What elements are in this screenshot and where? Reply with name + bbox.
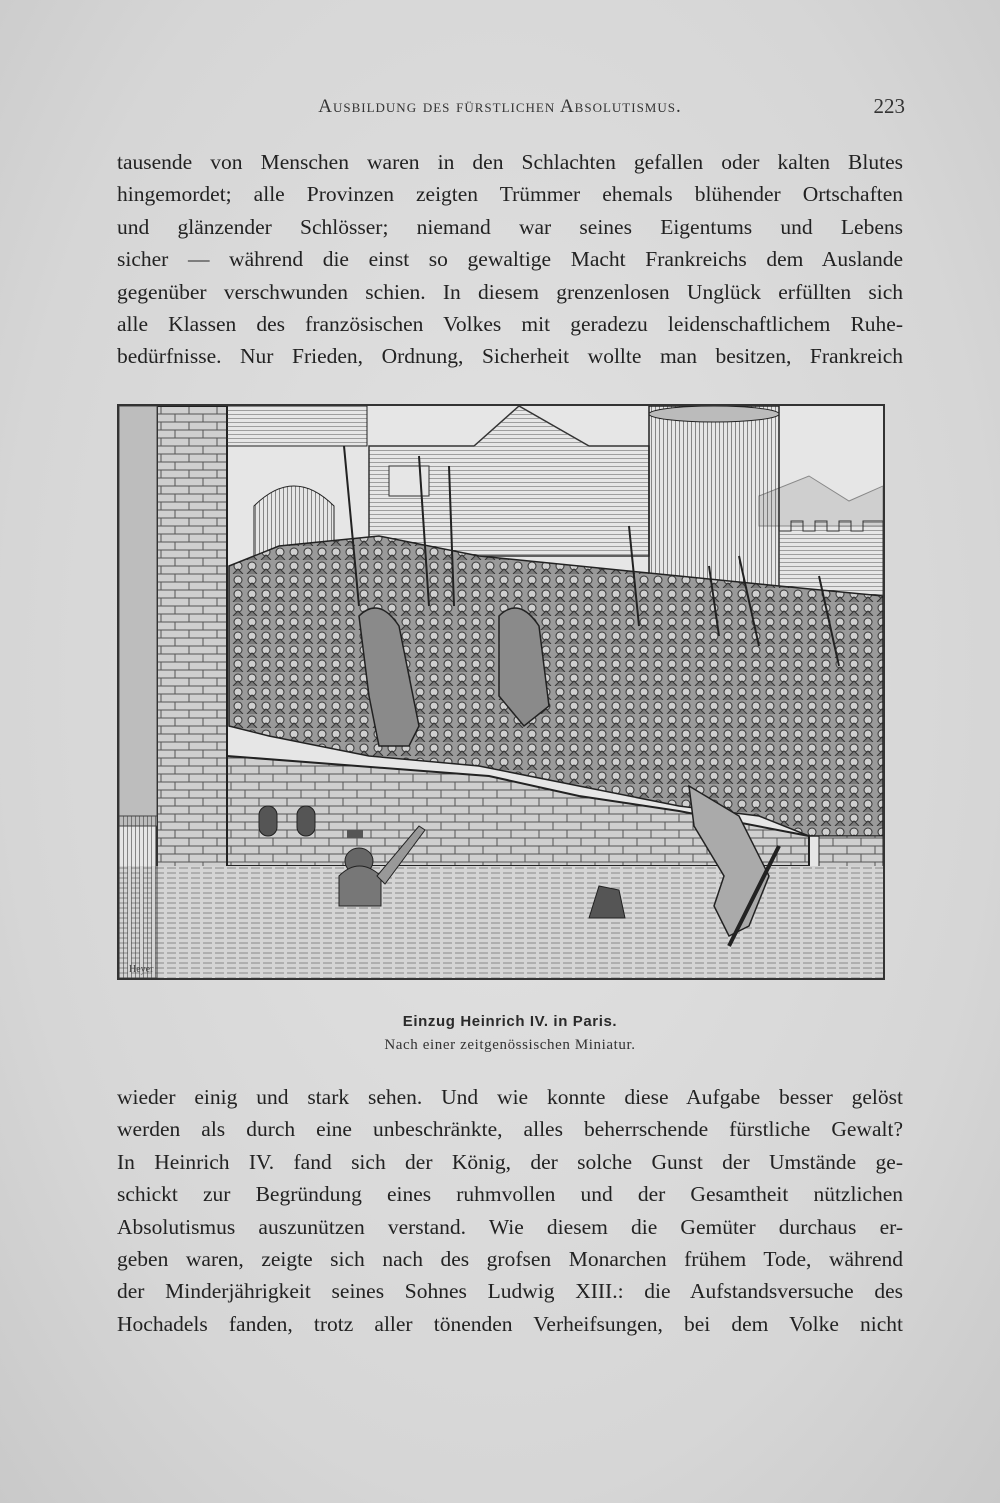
text-line: werden als durch eine unbeschränkte, alles beherrschende fürstliche Gewalt? (117, 1117, 903, 1142)
page-number: 223 (873, 94, 905, 118)
engraver-signature: Heyer (129, 964, 154, 975)
figure-caption-title: Einzug Heinrich IV. in Paris. (402, 1013, 618, 1030)
figure-caption-subtitle: Nach einer zeitgenössischen Miniatur. (384, 1037, 636, 1053)
text-line: wieder einig und stark sehen. Und wie konnte diese Aufgabe besser gelöst (117, 1085, 903, 1109)
text-line: sicher — während die einst so gewaltige Macht Frankreichs dem Auslande (117, 247, 903, 272)
text-line: gegenüber verschwunden schien. In diesem grenzenlosen Unglück erfüllten sich (117, 279, 903, 304)
text-line: der Minderjährigkeit seines Sohnes Ludwig XIII.: die Aufstandsversuche des (117, 1279, 903, 1304)
running-head: Ausbildung des fürstlichen Absolutismus. (318, 96, 682, 117)
text-line: alle Klassen des französischen Volkes mit geradezu leidenschaftlichem Ruhe- (117, 312, 903, 337)
text-line: Hochadels fanden, trotz aller tönenden Verheifsungen, bei dem Volke nicht (117, 1311, 903, 1336)
text-line: Absolutismus auszunützen verstand. Wie diesem die Gemüter durchaus er- (117, 1214, 903, 1239)
text-line: tausende von Menschen waren in den Schlachten gefallen oder kalten Blutes (117, 150, 903, 174)
text-line: bedürfnisse. Nur Frieden, Ordnung, Sicherheit wollte man besitzen, Frankreich (117, 344, 903, 369)
engraving-illustration (117, 404, 885, 980)
paragraph-bottom (117, 1081, 903, 1340)
text-line: und glänzender Schlösser; niemand war seines Eigentums und Lebens (117, 214, 903, 239)
text-line: hingemordet; alle Provinzen zeigten Trümmer ehemals blühender Ortschaften (117, 182, 903, 207)
text-line: schickt zur Begründung eines ruhmvollen und der Gesamtheit nützlichen (117, 1182, 903, 1207)
text-line: geben waren, zeigte sich nach des grofsen Monarchen frühem Tode, während (117, 1247, 903, 1272)
paragraph-top (117, 146, 903, 373)
text-line: In Heinrich IV. fand sich der König, der solche Gunst der Umstände ge- (117, 1149, 903, 1174)
